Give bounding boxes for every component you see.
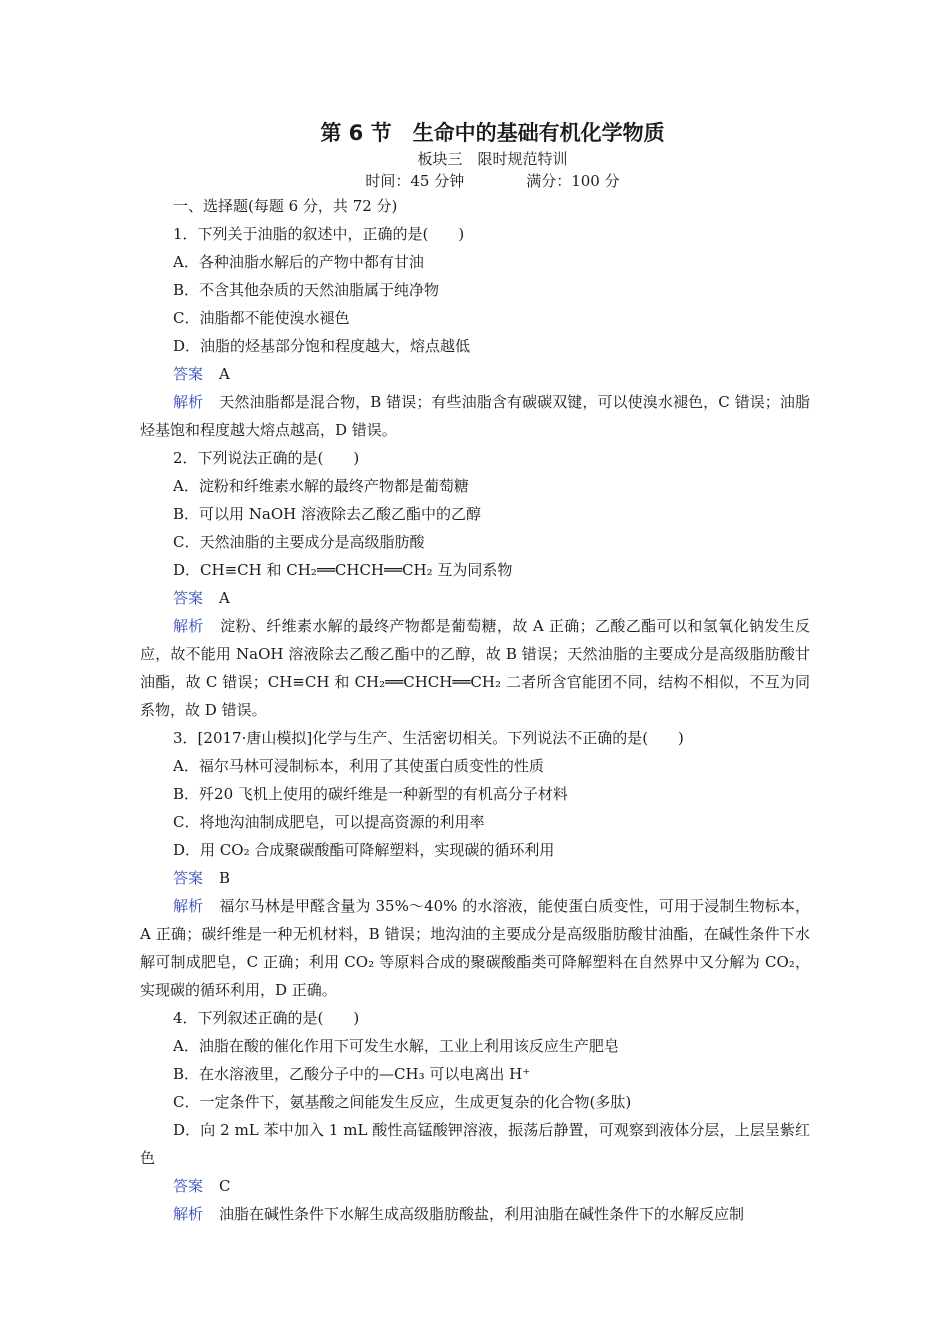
option-c: C．一定条件下，氨基酸之间能发生反应，生成更复杂的化合物(多肽) (173, 1093, 632, 1111)
option-b: B．歼20 飞机上使用的碳纤维是一种新型的有机高分子材料 (173, 785, 568, 803)
answer-label: 答案 (173, 589, 204, 607)
page-subtitle: 板块三 限时规范特训 (417, 150, 568, 168)
answer-value: C (219, 1177, 231, 1195)
analysis-label: 解析 (173, 1205, 204, 1223)
analysis-text: 天然油脂都是混合物，B 错误；有些油脂含有碳碳双键，可以使溴水褪色，C 错误；油脂烃基饱和程度越大熔点越高，D 错误。 (140, 393, 810, 439)
page-title: 第 6 节 生命中的基础有机化学物质 (320, 121, 665, 145)
document-page (140, 118, 810, 1228)
time-limit: 时间：45 分钟 (365, 172, 465, 190)
option-d: D．油脂的烃基部分饱和程度越大，熔点越低 (173, 337, 471, 355)
analysis-block (140, 612, 810, 724)
answer-label: 答案 (173, 365, 204, 383)
question-3 (140, 724, 810, 1004)
option-a: A．福尔马林可浸制标本，利用了其使蛋白质变性的性质 (173, 757, 544, 775)
answer-line (140, 1172, 810, 1200)
option-d: D．用 CO₂ 合成聚碳酸酯可降解塑料，实现碳的循环利用 (173, 841, 555, 859)
question-stem: 3．[2017·唐山模拟]化学与生产、生活密切相关。下列说法不正确的是( ) (173, 729, 684, 747)
answer-value: A (219, 365, 230, 383)
analysis-text: 油脂在碱性条件下水解生成高级脂肪酸盐，利用油脂在碱性条件下的水解反应制 (219, 1205, 745, 1223)
answer-line (140, 360, 810, 388)
section-heading: 一、选择题(每题 6 分，共 72 分) (173, 197, 398, 215)
option-b: B．不含其他杂质的天然油脂属于纯净物 (173, 281, 440, 299)
analysis-block (140, 892, 810, 1004)
option-a: A．淀粉和纤维素水解的最终产物都是葡萄糖 (173, 477, 469, 495)
option-b: B．可以用 NaOH 溶液除去乙酸乙酯中的乙醇 (173, 505, 482, 523)
option-c: C．天然油脂的主要成分是高级脂肪酸 (173, 533, 425, 551)
question-stem: 2．下列说法正确的是( ) (173, 449, 360, 467)
option-c: C．油脂都不能使溴水褪色 (173, 309, 350, 327)
question-stem: 1．下列关于油脂的叙述中，正确的是( ) (173, 225, 465, 243)
answer-value: A (219, 589, 230, 607)
exam-meta (175, 170, 810, 192)
option-a: A．各种油脂水解后的产物中都有甘油 (173, 253, 424, 271)
option-b: B．在水溶液里，乙酸分子中的—CH₃ 可以电离出 H⁺ (173, 1065, 531, 1083)
answer-label: 答案 (173, 1177, 204, 1195)
answer-line (140, 864, 810, 892)
question-stem: 4．下列叙述正确的是( ) (173, 1009, 360, 1027)
analysis-text: 淀粉、纤维素水解的最终产物都是葡萄糖，故 A 正确；乙酸乙酯可以和氢氧化钠发生反应，故不能用 NaOH 溶液除去乙酸乙酯中的乙醇，故 B 错误；天然油脂的主要成分是高级脂肪酸甘油酯，故 C 错误；CH≡CH 和 CH₂══CHCH══CH₂ 二者所含官能团不同，结构不相似，不互为同系物，故 D 错误。 (140, 617, 810, 719)
question-2 (140, 444, 810, 724)
analysis-label: 解析 (173, 617, 204, 635)
answer-label: 答案 (173, 869, 204, 887)
full-score: 满分：100 分 (526, 172, 620, 190)
question-4 (140, 1004, 810, 1228)
option-d: D．向 2 mL 苯中加入 1 mL 酸性高锰酸钾溶液，振荡后静置，可观察到液体分层，上层呈紫红色 (140, 1121, 810, 1167)
question-1 (140, 220, 810, 444)
analysis-text: 福尔马林是甲醛含量为 35%～40% 的水溶液，能使蛋白质变性，可用于浸制生物标本，A 正确；碳纤维是一种无机材料，B 错误；地沟油的主要成分是高级脂肪酸甘油酯，在碱性条件下水解可制成肥皂，C 正确；利用 CO₂ 等原料合成的聚碳酸酯类可降解塑料在自然界中又分解为 CO₂，实现碳的循环利用，D 正确。 (140, 897, 810, 999)
option-d: D．CH≡CH 和 CH₂══CHCH══CH₂ 互为同系物 (173, 561, 513, 579)
option-c: C．将地沟油制成肥皂，可以提高资源的利用率 (173, 813, 485, 831)
analysis-block (140, 1200, 810, 1228)
analysis-block (140, 388, 810, 444)
option-a: A．油脂在酸的催化作用下可发生水解，工业上利用该反应生产肥皂 (173, 1037, 619, 1055)
analysis-label: 解析 (173, 393, 204, 411)
answer-line (140, 584, 810, 612)
answer-value: B (219, 869, 231, 887)
analysis-label: 解析 (173, 897, 204, 915)
